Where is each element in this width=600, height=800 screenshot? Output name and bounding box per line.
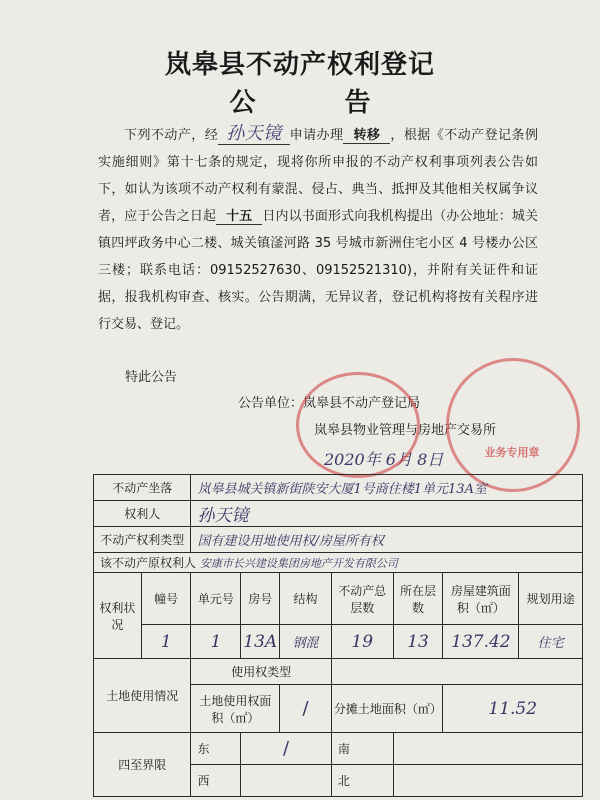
land-area-value: / [280,685,332,733]
col-unit: 单元号 [191,573,241,625]
col-building: 幢号 [141,573,191,625]
notice-paragraph [98,120,538,338]
official-seal-2 [446,358,580,492]
land-use-type-label: 使用权类型 [191,659,331,685]
location-label: 不动产坐落 [94,475,191,501]
issuer-label: 公告单位： [238,396,304,411]
notice-body-b: 日内以书面形式向我机构提出（办公地址：城关镇四坪政务中心二楼、城关镇滏河路 35 号城市新洲住宅小区 4 号楼办公区三楼；联系电话：09152527630、09152521310)，并附有关证件和证据，报我机构审查、核实。公告期满，无异议者，登记机构将按有关程序进行交易、登记。 [98,209,538,332]
original-holder-value: 安康市长兴建设集团房地产开发有限公司 [199,557,398,570]
official-seal-1 [296,372,420,478]
land-area-label: 土地使用权面积（㎡） [191,685,280,733]
seal-text: 业务专用章 [484,446,540,459]
val-floor: 13 [393,625,443,659]
val-building: 1 [141,625,191,659]
boundary-label: 四至界限 [94,733,191,797]
share-area-label: 分摊土地面积（㎡） [331,685,443,733]
notice-body-a: ，根据《不动产登记条例实施细则》第十七条的规定，现将你所申报的不动产权利事项列表公告如下，如认为该项不动产权利有蒙混、侵占、典当、抵押及其他相关权属争议者，应于公告之日起 [98,128,538,224]
right-type-value: 国有建设用地使用权/房屋所有权 [191,527,583,553]
applicant-name: 孙天镜 [218,123,289,145]
page-title: 岚皋县不动产权利登记 [164,50,435,80]
col-structure: 结构 [280,573,332,625]
land-use-type-value [331,659,582,685]
days-value: 十五 [216,209,262,225]
val-room: 13A [241,625,280,659]
val-total-floors: 19 [331,625,393,659]
val-usage: 住宅 [519,625,583,659]
col-usage: 规划用途 [519,573,583,625]
col-total-floors: 不动产总层数 [331,573,393,625]
col-room: 房号 [241,573,280,625]
south-label: 南 [331,733,393,765]
original-holder-row [94,553,583,573]
val-area: 137.42 [443,625,519,659]
location-value: 岚皋县城关镇新街陕安大厦1号商住楼1单元13A室 [191,475,583,501]
business-type: 转移 [343,128,390,144]
col-floor: 所在层数 [393,573,443,625]
south-value [393,733,582,765]
east-value: / [241,733,332,765]
apply-text: 申请办理 [289,128,344,143]
west-label: 西 [191,765,241,797]
east-label: 东 [191,733,241,765]
status-label: 权利状况 [94,573,142,659]
land-label: 土地使用情况 [94,659,191,733]
val-structure: 钢混 [280,625,332,659]
issuer-unit-1: 岚皋县不动产登记局 [303,396,421,411]
notice-date: 2020年 6月 8日 [324,450,444,469]
special-notice: 特此公告 [125,370,178,385]
page-subtitle: 公 告 [229,88,411,118]
share-area-value: 11.52 [443,685,583,733]
north-label: 北 [331,765,393,797]
north-value [393,765,582,797]
issuer-unit-2: 岚皋县物业管理与房地产交易所 [314,423,497,438]
holder-label: 权利人 [94,501,191,527]
property-table [93,474,583,797]
col-area: 房屋建筑面积（㎡） [443,573,519,625]
notice-intro: 下列不动产，经 [124,128,219,143]
west-value [241,765,332,797]
right-type-label: 不动产权利类型 [94,527,191,553]
original-holder-label: 该不动产原权利人 [100,556,197,570]
val-unit: 1 [191,625,241,659]
holder-value: 孙天镜 [191,501,583,527]
